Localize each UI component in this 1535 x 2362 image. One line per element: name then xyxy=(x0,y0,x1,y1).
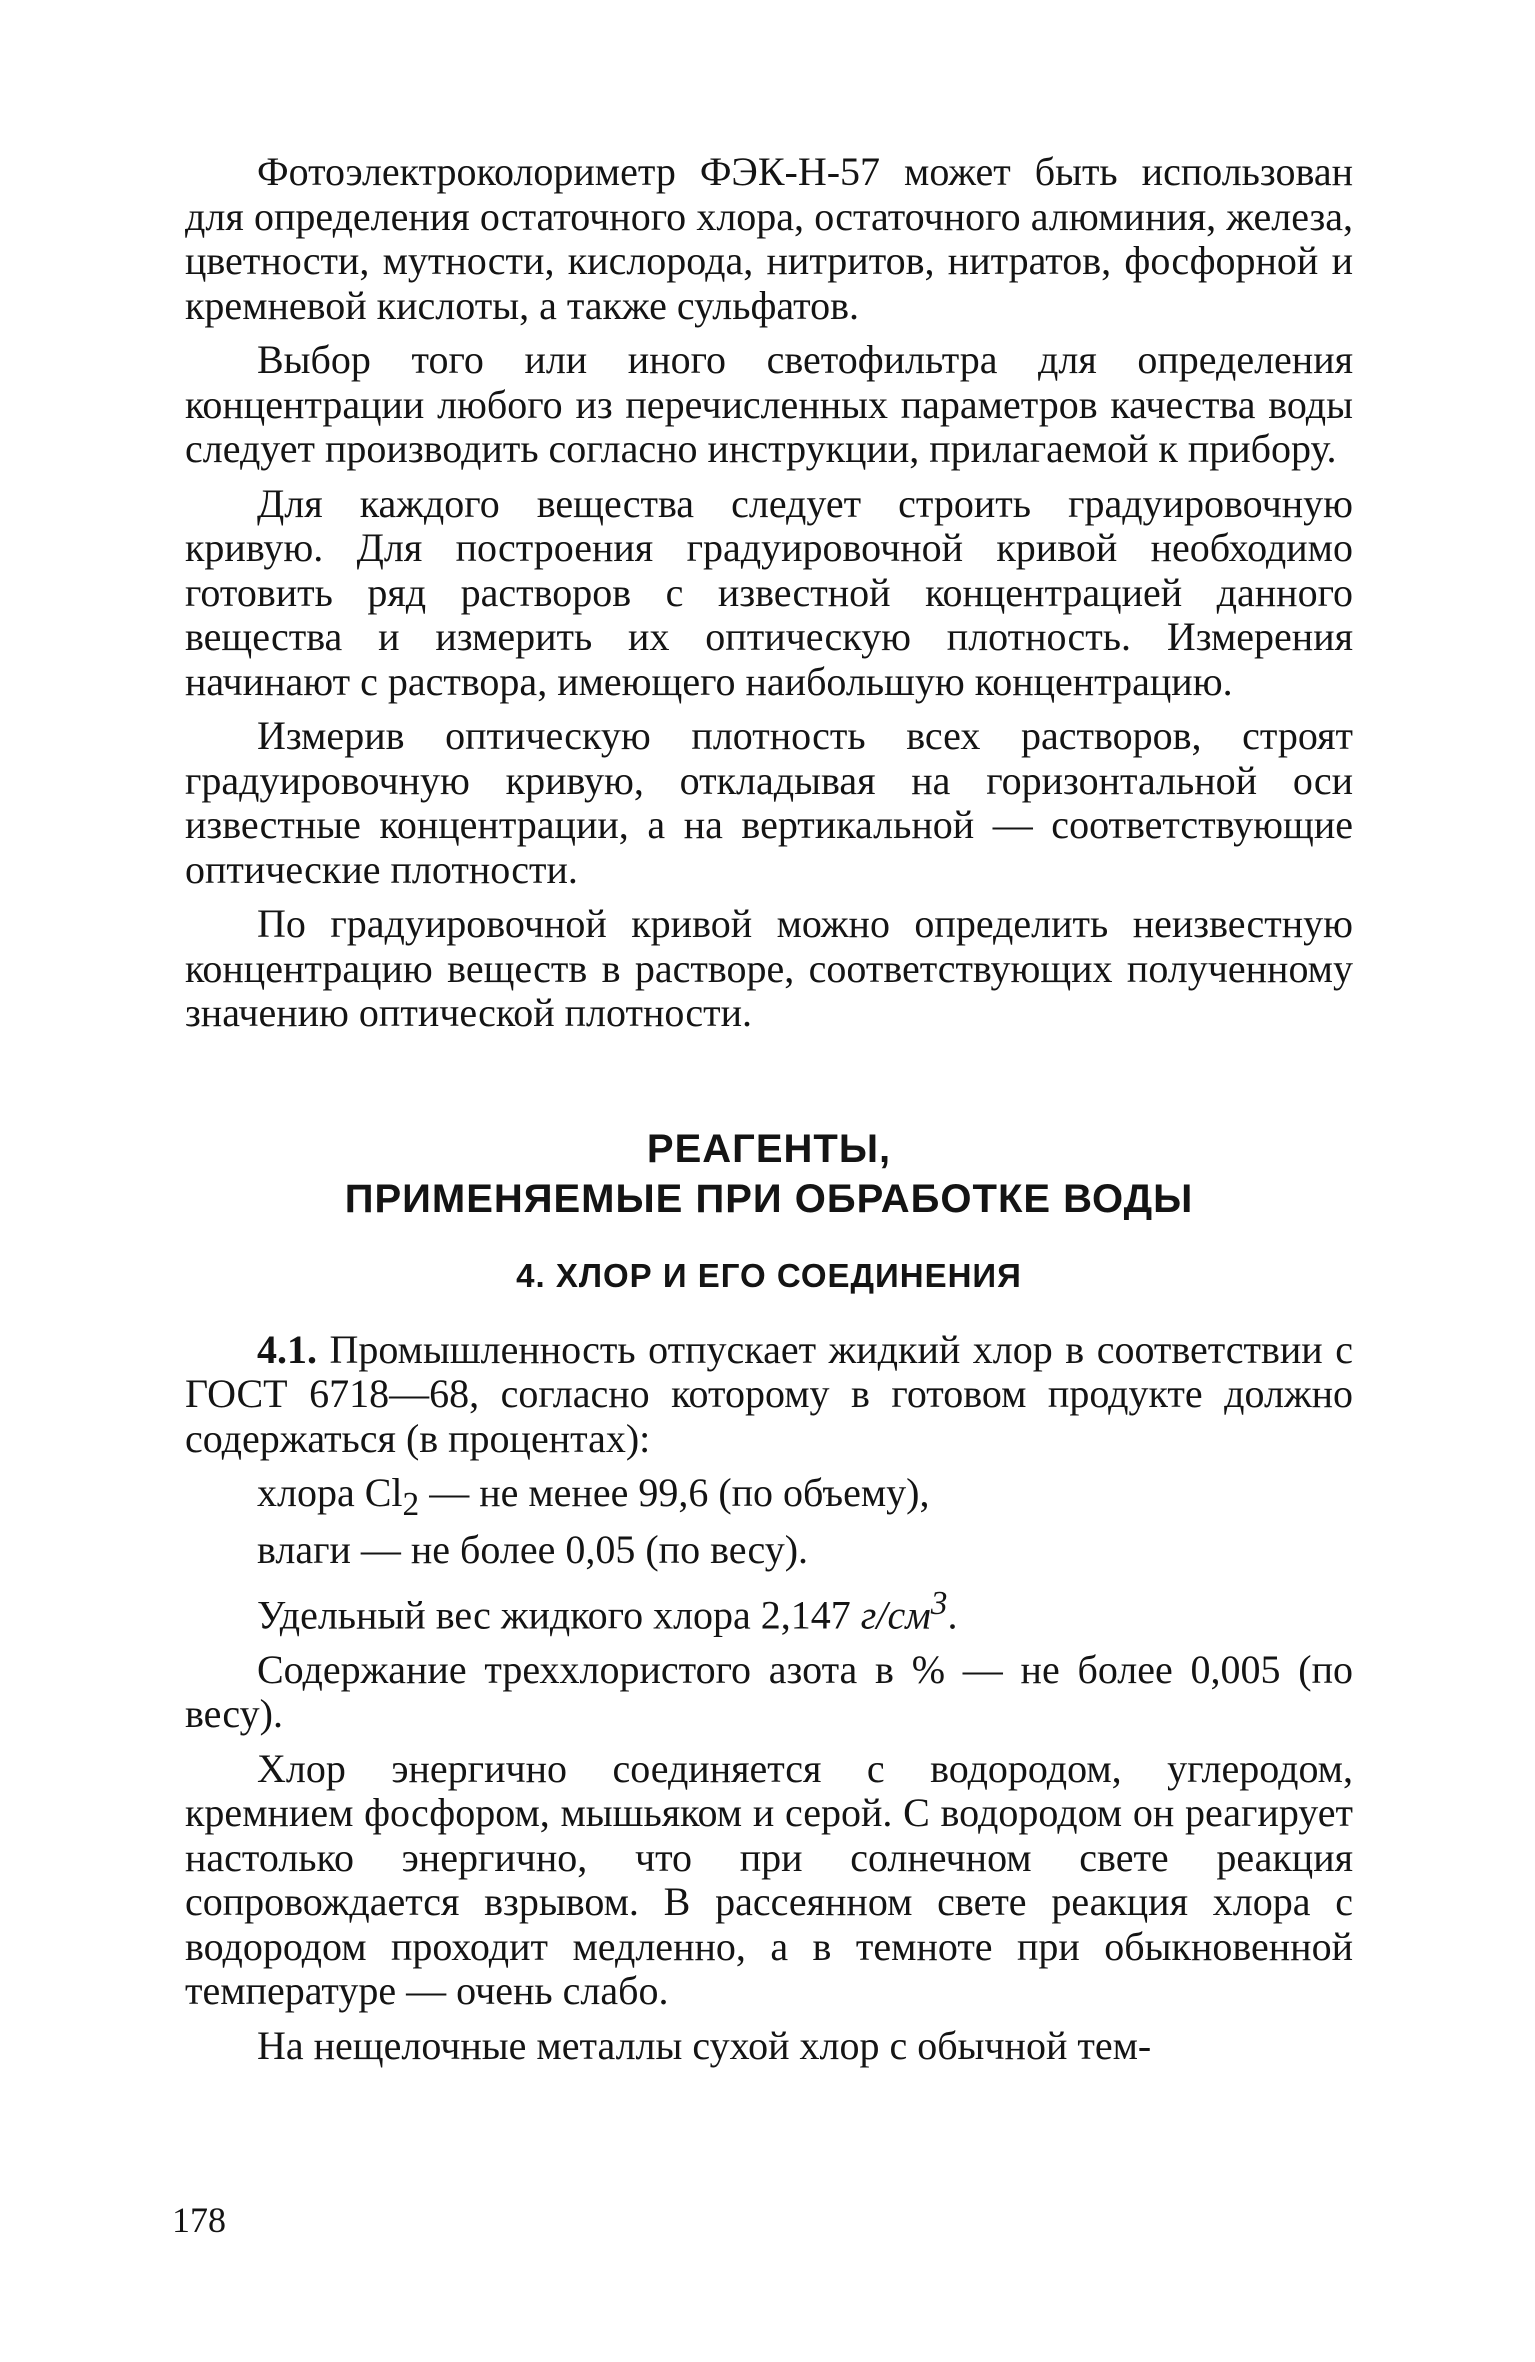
paragraph-nitrogen-trichloride: Содержание треххлористого азота в % — не более 0,005 (по весу). xyxy=(185,1646,1353,1737)
paragraph-metals: На нещелочные металлы сухой хлор с обычной тем- xyxy=(257,2022,1152,2068)
chlorine-subscript: 2 xyxy=(402,1486,420,1523)
composition-chlorine xyxy=(185,1471,1353,1528)
clause-number: 4.1. xyxy=(257,1326,317,1372)
specific-weight-unit: г/см xyxy=(860,1592,931,1638)
clause-4-1 xyxy=(185,1328,1353,1462)
specific-weight-prefix: Удельный вес жидкого хлора 2,147 xyxy=(257,1592,861,1638)
paragraph-calibration-curve: Для каждого вещества следует строить градуировочную кривую. Для построения градуировочной кривой необходимо готовить ряд растворов с известной концентрацией данного вещества и измерить их оптическую плотность. Измерения начинают с раствора, имеющего наибольшую концентрацию. xyxy=(185,480,1353,704)
chlorine-prefix: хлора Cl xyxy=(257,1470,403,1515)
composition-moisture: влаги — не более 0,05 (по весу). xyxy=(257,1526,809,1572)
chapter-title xyxy=(185,1124,1353,1224)
paragraph-filter-choice: Выбор того или иного светофильтра для определения концентрации любого из перечисленных параметров качества воды следует производить согласно инструкции, прилагаемой к прибору. xyxy=(185,337,1353,471)
chapter-title-line-2: ПРИМЕНЯЕМЫЕ ПРИ ОБРАБОТКЕ ВОДЫ xyxy=(344,1176,1194,1221)
chlorine-suffix: — не менее 99,6 (по объему), xyxy=(419,1470,930,1515)
page-number: 178 xyxy=(172,2200,226,2240)
specific-weight-line xyxy=(185,1582,1353,1638)
page-body xyxy=(185,150,1353,2078)
chapter-title-line-1: РЕАГЕНТЫ, xyxy=(646,1126,892,1171)
section-heading: 4. ХЛОР И ЕГО СОЕДИНЕНИЯ xyxy=(516,1256,1022,1294)
paragraph-plotting: Измерив оптическую плотность всех растворов, строят градуировочную кривую, откладывая на горизонтальной оси известные концентрации, а на вертикальной — соответствующие оптические плотности. xyxy=(185,713,1353,892)
specific-weight-suffix: . xyxy=(947,1592,958,1638)
paragraph-photocolorimeter: Фотоэлектроколориметр ФЭК-Н-57 может быть использован для определения остаточного хлора, остаточного алюминия, железа, цветности, мутности, кислорода, нитритов, нитратов, фосфорной и кремневой кислоты, а также сульфатов. xyxy=(185,149,1353,328)
paragraph-chlorine-reactivity: Хлор энергично соединяется с водородом, углеродом, кремнием фосфором, мышьяком и серой. С водородом он реагирует настолько энергично, что при солнечном свете реакция сопровождается взрывом. В рассеянном свете реакция хлора с водородом проходит медленно, а в темноте при обыкновенной температуре — очень слабо. xyxy=(185,1745,1353,2014)
specific-weight-superscript: 3 xyxy=(930,1585,948,1622)
clause-text: Промышленность отпускает жидкий хлор в соответствии с ГОСТ 6718—68, согласно которому в готовом продукте должно содержаться (в процентах): xyxy=(185,1326,1353,1461)
paragraph-unknown-concentration: По градуировочной кривой можно определить неизвестную концентрацию веществ в растворе, соответствующих полученному значению оптической плотности. xyxy=(185,901,1353,1035)
